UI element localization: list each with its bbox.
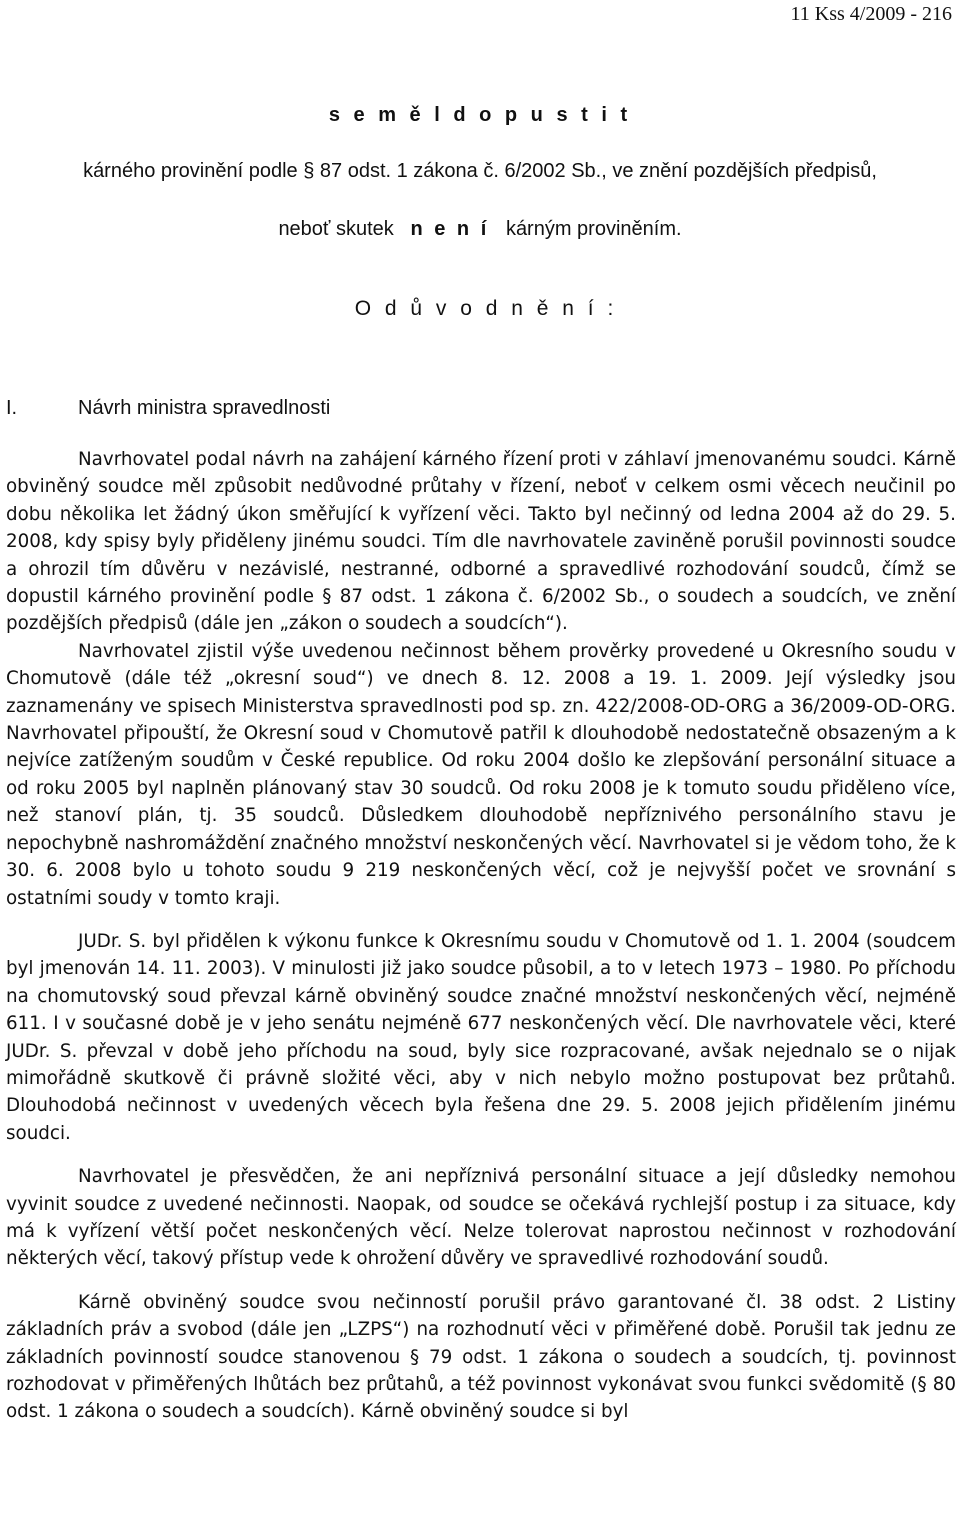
paragraph: Navrhovatel podal návrh na zahájení kárného řízení proti v záhlaví jmenovanému soudci. Kárně obviněný soudce měl způsobit nedůvodné průtahy v řízení, neboť v celkem osmi věcech neučinil po dobu několika let žádný úkon směřující k vyřízení věci. Takto byl nečinný od ledna 2004 až do 29. 5. 2008, kdy spisy byly přiděleny jinému soudci. Tím dle navrhovatele zaviněně porušil povinnosti soudce a ohrozil tím důvěru v nezávislé, nestranné, odborné a spravedlivé rozhodování soudců, čímž se dopustil kárného provinění podle § 87 odst. 1 zákona č. 6/2002 Sb., o soudech a soudcích, ve znění pozdějších předpisů (dále jen „zákon o soudech a soudcích“). <box>6 449 956 635</box>
paragraph: JUDr. S. byl přidělen k výkonu funkce k Okresnímu soudu v Chomutově od 1. 1. 2004 (soudcem byl jmenován 14. 11. 2003). V minulosti již jako soudce působil, a to v letech 1973 – 1980. Po příchodu na chomutovský soud převzal kárně obviněný soudce značné množství neskončených věcí, nejméně 611. I v současné době je v jeho senátu nejméně 677 neskončených věcí. Dle navrhovatele věci, které JUDr. S. převzal v době jeho příchodu na soud, byly sice rozpracované, avšak nejednalo se o nijak mimořádně skutkově či právně složité věci, aby v nich nebylo možno postupovat bez průtahů. Dlouhodobá nečinnost v uvedených věcech byla řešena dne 29. 5. 2008 jejich přidělením jinému soudci. <box>6 930 956 1144</box>
justification-heading: O d ů v o d n ě n í : <box>354 297 618 320</box>
verdict-conclusion-prefix: neboť skutek <box>278 218 394 240</box>
paragraph: Navrhovatel je přesvědčen, že ani nepříznivá personální situace a její důsledky nemohou vyvinit soudce z uvedené nečinnosti. Naopak, od soudce se očekává rychlejší postup i za situace, kdy má k vyřízení větší počet neskončených věcí. Nelze tolerovat naprostou nečinnost v rozhodování některých věcí, takový přístup vede k ohrožení důvěry ve spravedlivé rozhodování soudů. <box>6 1166 956 1270</box>
verdict-conclusion <box>0 218 960 241</box>
verdict-heading: s e m ě l d o p u s t i t <box>328 104 632 126</box>
verdict-line: kárného provinění podle § 87 odst. 1 zákona č. 6/2002 Sb., ve znění pozdějších předpisů, <box>83 160 877 182</box>
case-reference: 11 Kss 4/2009 - 216 <box>790 3 952 25</box>
paragraph: Navrhovatel zjistil výše uvedenou nečinnost během prověrky provedené u Okresního soudu v Chomutově (dále též „okresní soud“) ve dnech 8. 12. 2008 a 19. 1. 2009. Její výsledky jsou zaznamenány ve spisech Ministerstva spravedlnosti pod sp. zn. 422/2008-OD-ORG a 36/2009-OD-ORG. Navrhovatel připouští, že Okresní soud v Chomutově patřil k dlouhodobě nedostatečně obsazeným a k nejvíce zatíženým soudům v České republice. Od roku 2004 došlo ke zlepšování personální situace a od roku 2005 byl naplněn plánovaný stav 30 soudců. Od roku 2008 je k tomuto soudu přiděleno více, než stanoví plán, tj. 35 soudců. Důsledkem dlouhodobě nepříznivého personálního stavu je nepochybně nashromáždění značného množství neskončených věcí. Navrhovatel si je vědom toho, že k 30. 6. 2008 bylo u tohoto soudu 9 219 neskončených věcí, což je nejvyšší počet ve srovnání s ostatními soudy v tomto kraji. <box>6 640 956 909</box>
section-number: I. <box>6 397 18 419</box>
section-title <box>6 397 330 420</box>
verdict-conclusion-suffix: kárným proviněním. <box>505 218 682 240</box>
body-text <box>6 446 956 1442</box>
section-title-text: Návrh ministra spravedlnosti <box>78 397 331 419</box>
paragraph: Kárně obviněný soudce svou nečinností porušil právo garantované čl. 38 odst. 2 Listiny základních práv a svobod (dále jen „LZPS“) na rozhodnutí věci v přiměřené době. Porušil tak jednu ze základních povinností soudce stanovenou § 79 odst. 1 zákona o soudech a soudcích, tj. povinnost rozhodovat v přiměřených lhůtách bez průtahů, a též povinnost vykonávat svou funkci svědomitě (§ 80 odst. 1 zákona o soudech a soudcích). Kárně obviněný soudce si byl <box>6 1291 956 1423</box>
verdict-conclusion-emphasis: n e n í <box>410 218 490 240</box>
